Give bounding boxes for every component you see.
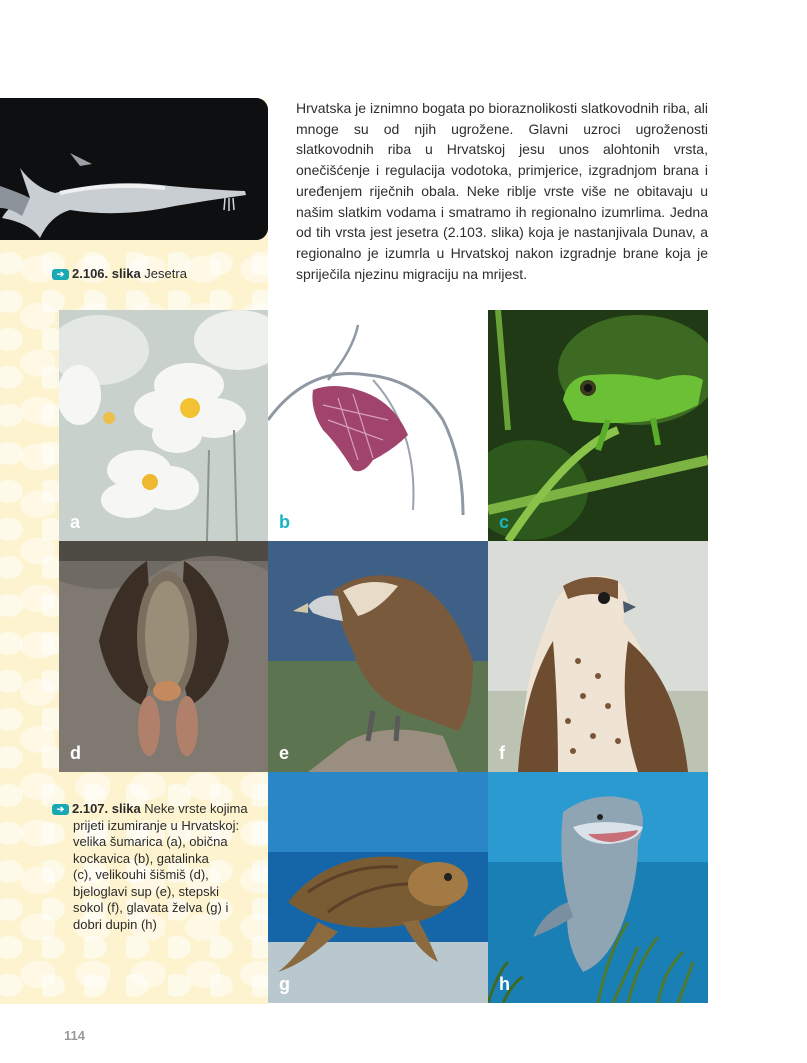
figure-107-line: kockavica (b), gatalinka bbox=[73, 850, 209, 866]
figure-107-line: (c), velikouhi šišmiš (d), bbox=[73, 867, 209, 882]
figure-107-line: sokol (f), glavata želva (g) i bbox=[73, 900, 229, 915]
sturgeon-photo bbox=[0, 98, 268, 240]
photo-c-tree-frog bbox=[488, 310, 708, 541]
photo-h-dolphin bbox=[488, 772, 708, 1003]
photo-f-falcon bbox=[488, 541, 708, 772]
figure-106-text: Jesetra bbox=[144, 266, 187, 281]
photo-label-e: e bbox=[279, 743, 290, 763]
photo-label-a: a bbox=[70, 512, 81, 532]
main-paragraph: Hrvatska je iznimno bogata po bioraznolikosti slatkovodnih riba, ali mnoge su od njih ugrožene. Glavni uzroci ugroženosti slatkovodnih riba u Hrvatskoj jesu unos alohtonih vrsta, onečišćenje i regulacija vodotoka, primjerice, izgradnjom brana i uređenjem riječnih obala. Neke riblje vrste više ne obitavaju u našim slatkim vodama i smatramo ih regionalno izumrlima. Jedna od tih vrsta jest jesetra (2.103. slika) koja je nastanjivala Dunav, a regionalno je izumrla u Hrvatskoj nakon izgradnje brane koja je spriječila njezinu migraciju na mrijest. bbox=[296, 100, 708, 282]
photo-b-fritillary bbox=[268, 310, 488, 541]
photo-label-c: c bbox=[499, 512, 510, 532]
arrow-right-icon: ➔ bbox=[52, 269, 69, 280]
figure-107-line: Neke vrste kojima bbox=[144, 801, 248, 816]
photo-a-anemone bbox=[59, 310, 268, 541]
arrow-right-icon: ➔ bbox=[52, 804, 69, 815]
photo-label-h: h bbox=[499, 974, 510, 994]
photo-d-bat bbox=[59, 541, 268, 772]
figure-106-number: 2.106. slika bbox=[72, 266, 141, 281]
figure-107-caption bbox=[52, 801, 257, 933]
photo-g-turtle bbox=[268, 772, 488, 1003]
page-number: 114 bbox=[64, 1028, 85, 1043]
figure-107-line: velika šumarica (a), obična bbox=[73, 834, 228, 849]
photo-label-d: d bbox=[70, 743, 81, 763]
figure-107-line: dobri dupin (h) bbox=[73, 916, 157, 932]
figure-107-line: prijeti izumiranje u Hrvatskoj: bbox=[73, 817, 240, 833]
photo-label-b: b bbox=[279, 512, 290, 532]
photo-e-vulture bbox=[268, 541, 488, 772]
photo-label-f: f bbox=[499, 743, 505, 763]
figure-107-number: 2.107. slika bbox=[72, 801, 141, 816]
figure-107-line: bjeloglavi sup (e), stepski bbox=[73, 883, 219, 899]
figure-106-caption bbox=[52, 266, 262, 283]
photo-label-g: g bbox=[279, 974, 290, 994]
